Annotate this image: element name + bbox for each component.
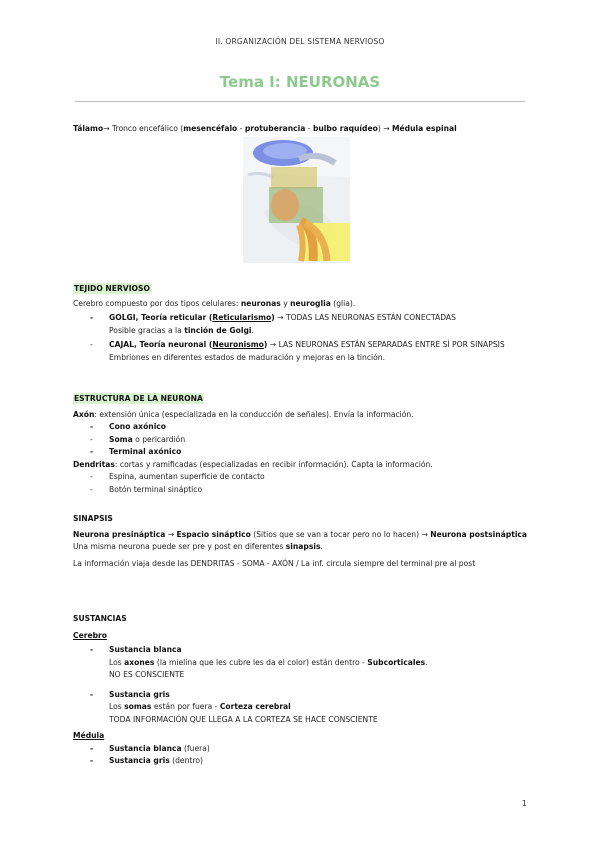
mesencephalon-region <box>271 167 317 189</box>
sinapsis-line-3: La información viaja desde las DENDRITAS - SOMA - AXÓN / La inf. circula siempre del terminal pre al post <box>73 558 476 568</box>
list-item-boton: - Botón terminal sináptico <box>73 484 533 497</box>
brain-route-line: Tálamo→ Tronco encefálico (mesencéfalo - protuberancia - bulbo raquídeo) → Médula espinal <box>73 124 457 133</box>
list-item-sustancia-blanca: - Sustancia blanca Los axones (la mielina que les cubre les da el color) están dentro - Subcorticales. NO ES CONSCIENTE <box>73 644 533 682</box>
page-number: 1 <box>521 799 527 808</box>
sinapsis-line-1: Neurona presináptica → Espacio sináptico (Sitios que se van a tocar pero no lo hacen) → Neurona postsináptica <box>73 529 528 539</box>
sustancias-section <box>73 613 533 768</box>
list-item-espina: - Espina, aumentan superficie de contacto <box>73 471 533 484</box>
tejido-section <box>73 283 533 364</box>
subheading-cerebro: Cerebro <box>73 630 108 640</box>
section-heading-sinapsis: SINAPSIS <box>73 514 113 523</box>
axon-line: Axón: extensión única (especializada en la conducción de señales). Envía la información. <box>73 409 414 419</box>
title-divider <box>75 101 525 102</box>
list-item-soma: - Soma o pericardión <box>73 434 533 447</box>
sinapsis-line-2: Una misma neurona puede ser pre y post en diferentes sinapsis. <box>73 542 323 551</box>
list-item-terminal: - Terminal axónico <box>73 446 533 459</box>
list-item-golgi: - GOLGI, Teoría reticular (Reticularismo) → TODAS LAS NEURONAS ESTÁN CONECTADAS Posible gracias a la tinción de Golgi. <box>73 312 533 337</box>
page-title: Tema I: NEURONAS <box>219 73 381 91</box>
route-talamo: Tálamo <box>73 124 104 133</box>
section-heading-tejido: TEJIDO NERVIOSO <box>74 284 150 293</box>
list-item-cajal: - CAJAL, Teoría neuronal (Neuronismo) → LAS NEURONAS ESTÁN SEPARADAS ENTRE SÍ POR SINAPSIS Embriones en diferentes estados de maduración y mejoras en la tinción. <box>73 339 533 364</box>
estructura-section <box>73 393 533 496</box>
list-item-medula-blanca: - Sustancia blanca (fuera) <box>73 743 533 756</box>
list-item-cono: - Cono axónico <box>73 421 533 434</box>
section-heading-sustancias: SUSTANCIAS <box>73 614 127 623</box>
tejido-intro: Cerebro compuesto por dos tipos celulares: neuronas y neuroglia (glia). <box>73 298 356 308</box>
sinapsis-section <box>73 513 533 570</box>
list-item-sustancia-gris: - Sustancia gris Los somas están por fuera - Corteza cerebral TODA INFORMACIÓN QUE LLEGA A LA CORTEZA SE HACE CONSCIENTE <box>73 689 533 727</box>
dendritas-line: Dendritas: cortas y ramificadas (especializadas en recibir información). Capta la información. <box>73 459 433 469</box>
running-header: II. ORGANIZACIÓN DEL SISTEMA NERVIOSO <box>215 37 385 46</box>
section-heading-estructura: ESTRUCTURA DE LA NEURONA <box>74 394 203 403</box>
subheading-medula: Médula <box>73 731 105 740</box>
brainstem-figure <box>243 137 350 263</box>
list-item-medula-gris: - Sustancia gris (dentro) <box>73 755 533 768</box>
